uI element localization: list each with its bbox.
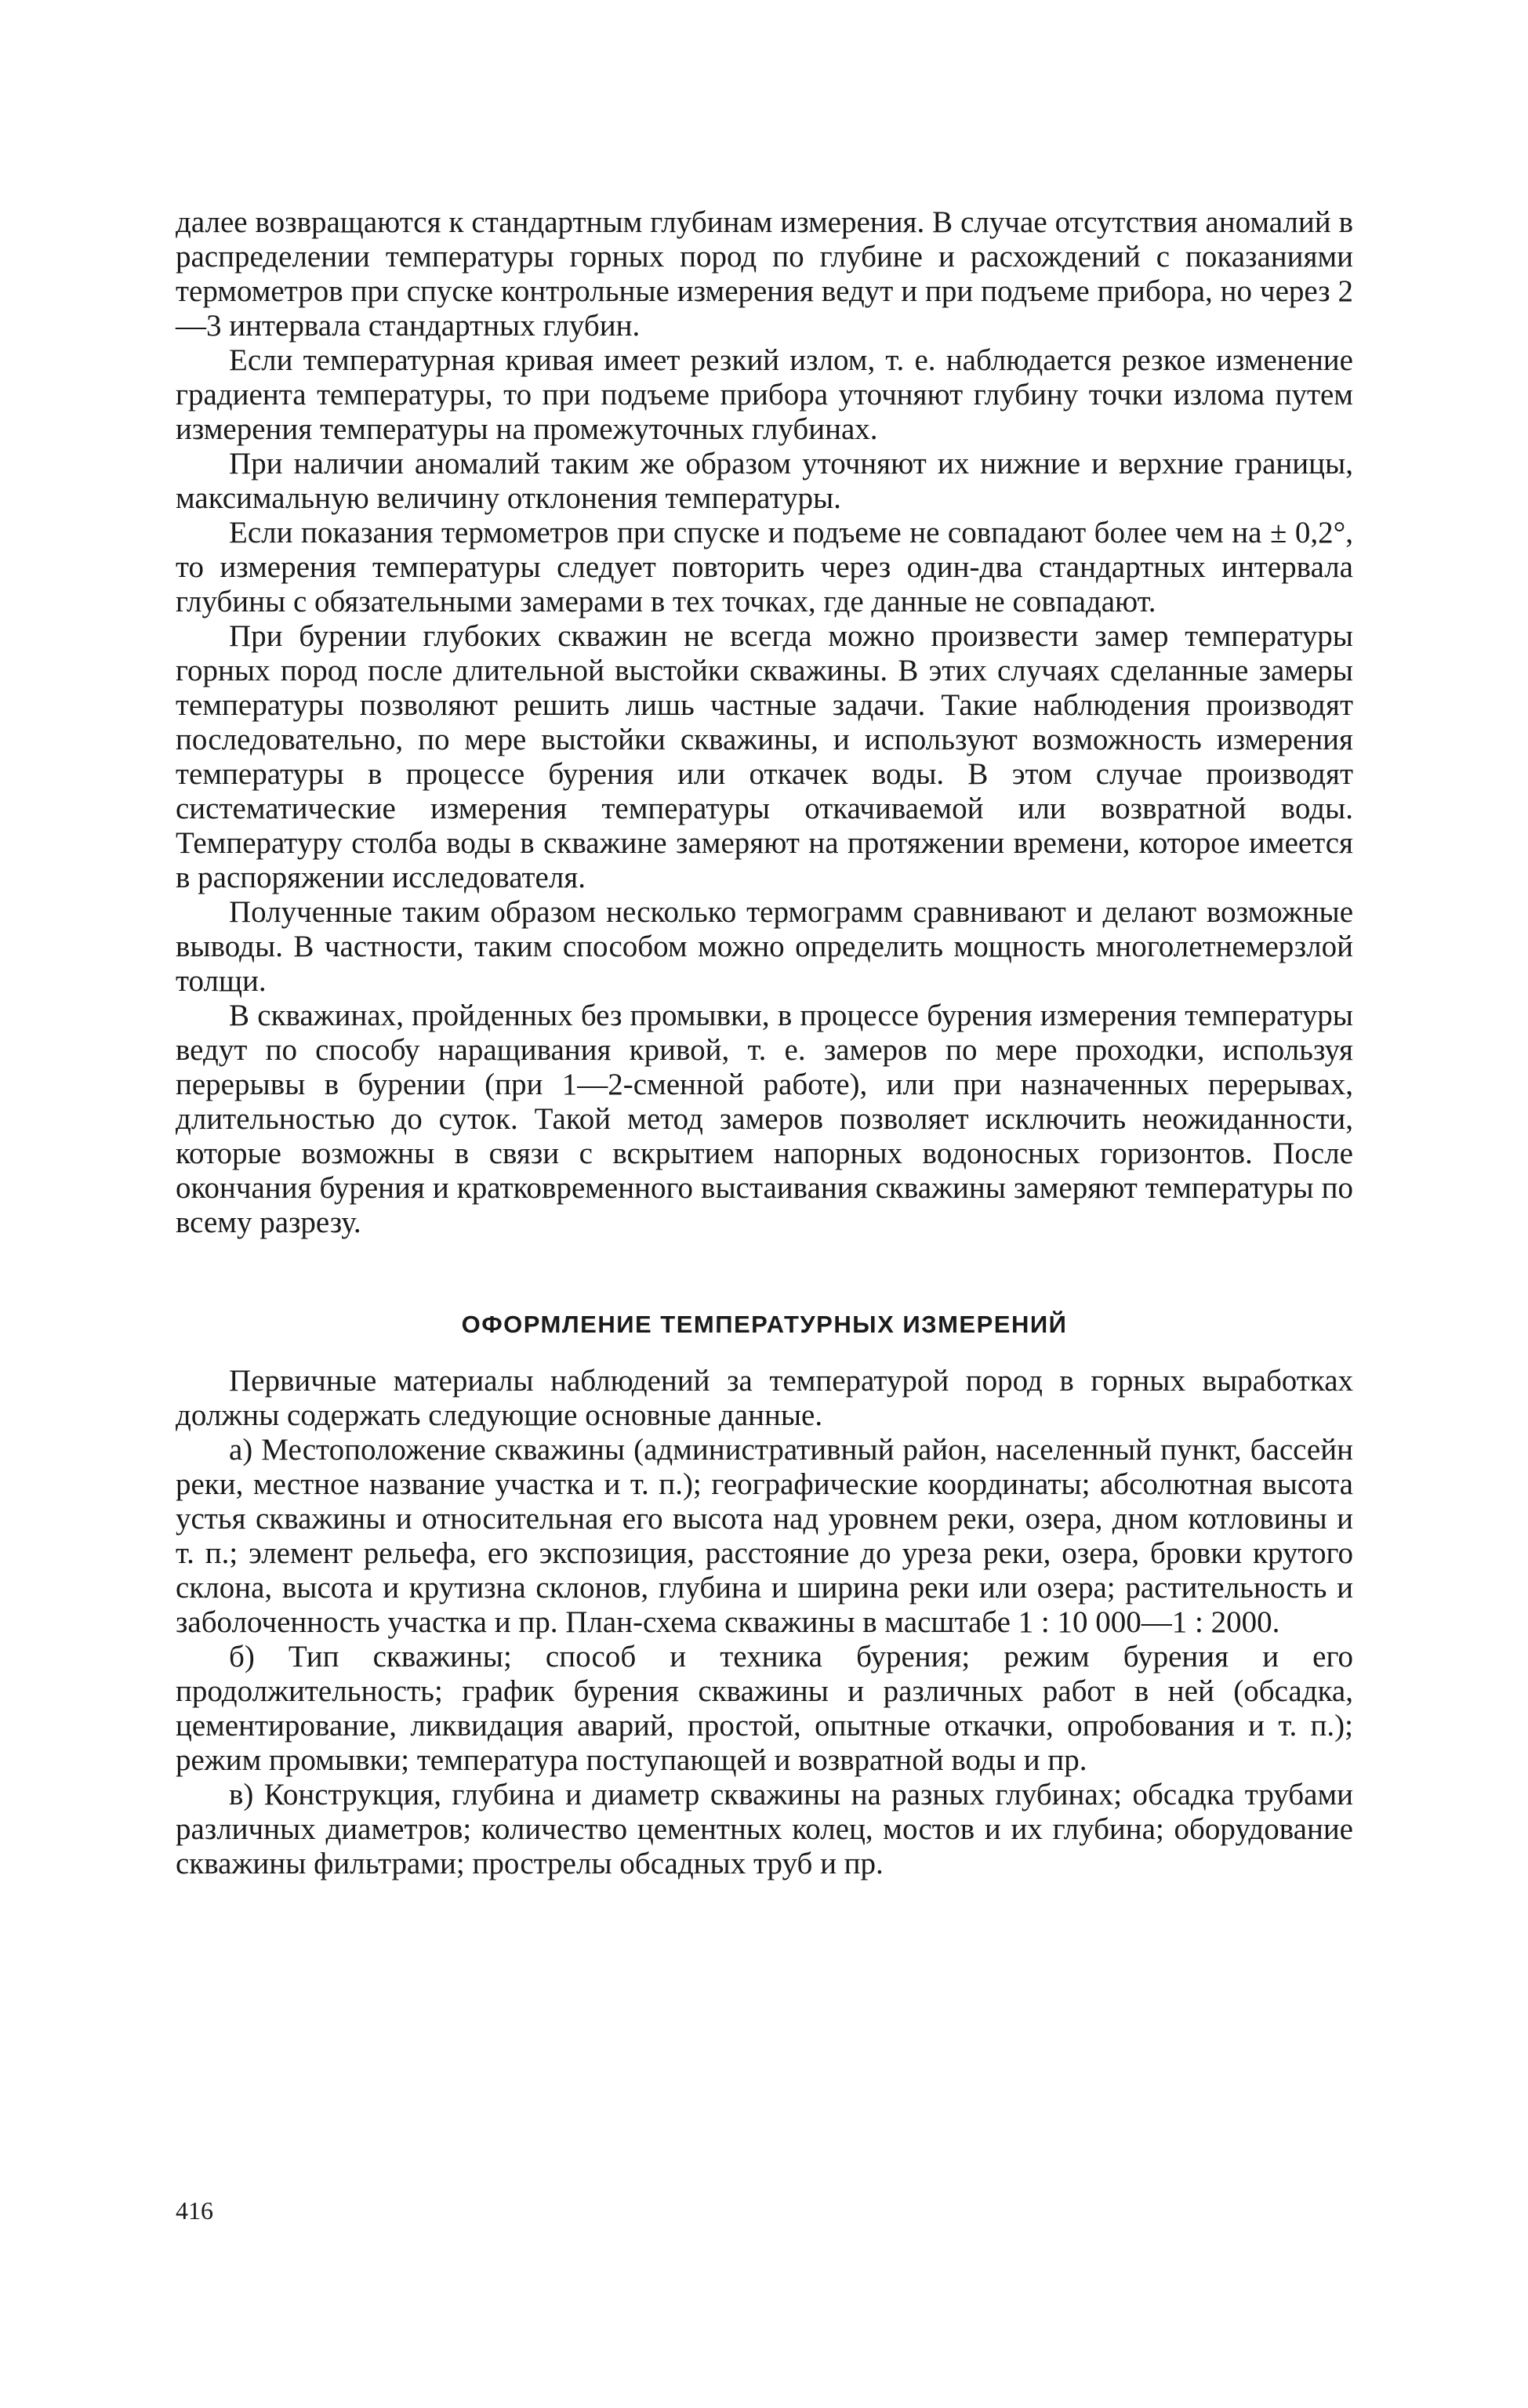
paragraph: При наличии аномалий таким же образом уточняют их нижние и верхние границы, максимальную величину отклонения температуры. xyxy=(176,447,1353,515)
section-heading: ОФОРМЛЕНИЕ ТЕМПЕРАТУРНЫХ ИЗМЕРЕНИЙ xyxy=(461,1311,1068,1338)
paragraph: При бурении глубоких скважин не всегда можно произвести замер температуры горных пород после длительной выстойки скважины. В этих случаях сделанные замеры температуры позволяют решить лишь частные задачи. Такие наблюдения производят последовательно, по мере выстойки скважины, и используют возможность измерения температуры в процессе бурения или откачек воды. В этом случае производят систематические измерения температуры откачиваемой или возвратной воды. Температуру столба воды в скважине замеряют на протяжении времени, которое имеется в распоряжении исследователя. xyxy=(176,619,1353,894)
list-item-c: в) Конструкция, глубина и диаметр скважины на разных глубинах; обсадка трубами различных диаметров; количество цементных колец, мостов и их глубина; оборудование скважины фильтрами; прострелы обсадных труб и пр. xyxy=(176,1778,1353,1880)
paragraph-continuation: далее возвращаются к стандартным глубинам измерения. В случае отсутствия аномалий в распределении температуры горных пород по глубине и расхождений с показаниями термометров при спуске контрольные измерения ведут и при подъеме прибора, но через 2—3 интервала стандартных глубин. xyxy=(176,205,1353,343)
list-item-a: а) Местоположение скважины (административный район, населенный пункт, бассейн реки, местное название участка и т. п.); географические координаты; абсолютная высота устья скважины и относительная его высота над уровнем реки, озера, дном котловины и т. п.; элемент рельефа, его экспозиция, расстояние до уреза реки, озера, бровки крутого склона, высота и крутизна склонов, глубина и ширина реки или озера; растительность и заболоченность участка и пр. План-схема скважины в масштабе 1 : 10 000—1 : 2000. xyxy=(176,1433,1353,1639)
page-number: 416 xyxy=(176,2196,213,2225)
page-body xyxy=(176,205,1353,1881)
paragraph: В скважинах, пройденных без промывки, в процессе бурения измерения температуры ведут по способу наращивания кривой, т. е. замеров по мере проходки, используя перерывы в бурении (при 1—2-сменной работе), или при назначенных перерывах, длительностью до суток. Такой метод замеров позволяет исключить неожиданности, которые возможны в связи с вскрытием напорных водоносных горизонтов. После окончания бурения и кратковременного выстаивания скважины замеряют температуры по всему разрезу. xyxy=(176,999,1353,1239)
paragraph: Полученные таким образом несколько термограмм сравнивают и делают возможные выводы. В частности, таким способом можно определить мощность многолетнемерзлой толщи. xyxy=(176,895,1353,998)
paragraph: Первичные материалы наблюдений за температурой пород в горных выработках должны содержать следующие основные данные. xyxy=(176,1364,1353,1432)
list-item-b: б) Тип скважины; способ и техника бурения; режим бурения и его продолжительность; график бурения скважины и различных работ в ней (обсадка, цементирование, ликвидация аварий, простой, опытные откачки, опробования и т. п.); режим промывки; температура поступающей и возвратной воды и пр. xyxy=(176,1640,1353,1777)
paragraph: Если показания термометров при спуске и подъеме не совпадают более чем на ± 0,2°, то измерения температуры следует повторить через один-два стандартных интервала глубины с обязательными замерами в тех точках, где данные не совпадают. xyxy=(176,516,1353,618)
paragraph: Если температурная кривая имеет резкий излом, т. е. наблюдается резкое изменение градиента температуры, то при подъеме прибора уточняют глубину точки излома путем измерения температуры на промежуточных глубинах. xyxy=(176,343,1353,446)
